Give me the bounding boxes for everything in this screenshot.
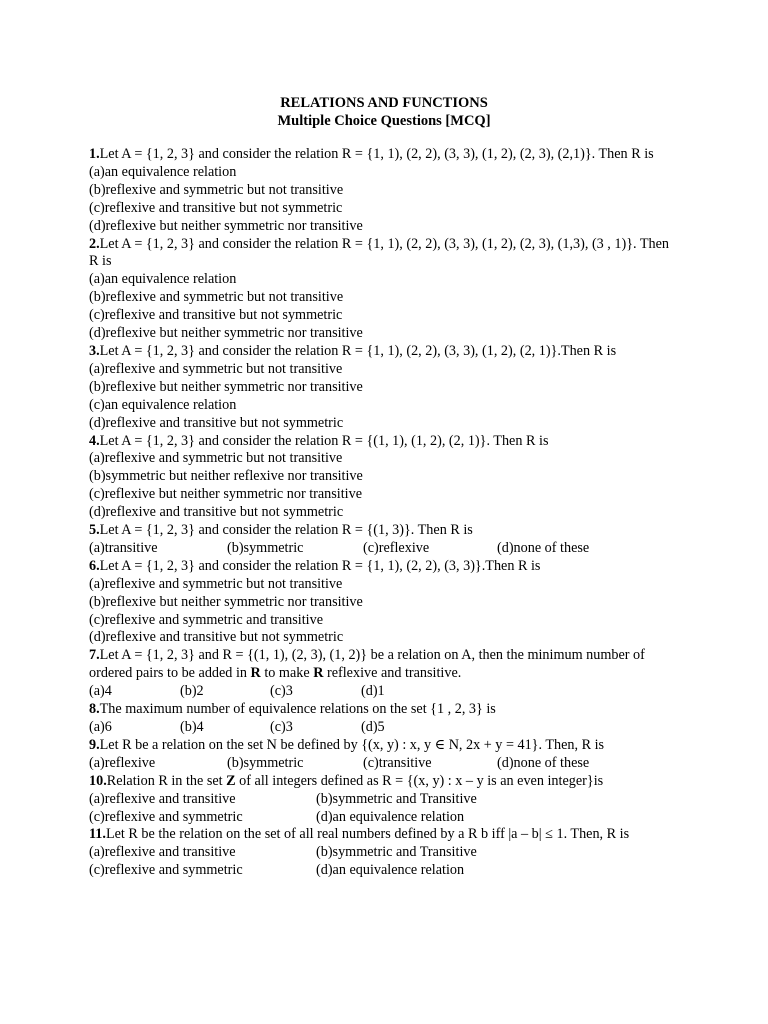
option-d: (d)an equivalence relation	[316, 808, 465, 825]
question-text	[89, 773, 679, 791]
option-row	[89, 862, 679, 880]
option-a: (a)6	[89, 719, 112, 735]
question-number: 1.	[89, 146, 100, 162]
option-d: (d)none of these	[497, 754, 590, 771]
option-c: (c)3	[270, 719, 293, 735]
option-row	[89, 683, 679, 701]
question-stem-part: to make	[260, 665, 314, 682]
question-stem: Let A = {1, 2, 3} and consider the relation R = {(1, 1), (1, 2), (2, 1)}. Then R is	[99, 432, 549, 449]
document-subtitle: Multiple Choice Questions [MCQ]	[277, 113, 491, 129]
question-number: 4.	[89, 432, 100, 449]
question-stem: Let A = {1, 2, 3} and consider the relation R = {1, 1), (2, 2), (3, 3)}.Then R is	[99, 557, 541, 574]
question-10	[89, 773, 679, 827]
question-7	[89, 647, 679, 701]
question-6	[89, 558, 679, 648]
option-a: (a)an equivalence relation	[89, 163, 237, 180]
option-a: (a)transitive	[89, 539, 158, 556]
option-row	[89, 791, 679, 809]
option-d: (d)1	[361, 683, 385, 700]
question-stem: Let R be the relation on the set of all real numbers defined by a R b iff |a – b| ≤ 1. Then, R is	[105, 826, 630, 843]
question-stem: Let A = {1, 2, 3} and consider the relation R = {(1, 3)}. Then R is	[99, 522, 473, 539]
question-list	[89, 146, 679, 880]
option-row	[89, 844, 679, 862]
question-number: 11.	[89, 826, 106, 843]
question-text	[89, 647, 679, 683]
question-stem: Let A = {1, 2, 3} and consider the relation R = {1, 1), (2, 2), (3, 3), (1, 2), (2, 3), (1,3), (3 , 1)}. Then R is	[89, 235, 670, 270]
question-text	[89, 558, 679, 576]
question-4	[89, 433, 679, 523]
document-title: RELATIONS AND FUNCTIONS	[280, 95, 488, 111]
option-b: (b)4	[180, 719, 204, 735]
option-b: (b)reflexive but neither symmetric nor transitive	[89, 378, 363, 395]
question-stem: Let R be a relation on the set N be defined by {(x, y) : x, y ∈ N, 2x + y = 41}. Then, R is	[99, 736, 605, 753]
option-d: (d)an equivalence relation	[316, 862, 465, 879]
question-text	[89, 343, 679, 361]
question-stem-part: Relation R in the set	[106, 772, 227, 789]
question-text	[89, 701, 679, 719]
option-d: (d)none of these	[497, 539, 590, 556]
option-b: (b)2	[180, 683, 204, 700]
question-number: 7.	[89, 647, 100, 664]
question-text	[89, 522, 679, 540]
option-c: (c)reflexive and symmetric	[89, 808, 243, 825]
bold-symbol: Z	[226, 772, 236, 789]
option-d: (d)reflexive but neither symmetric nor transitive	[89, 217, 363, 234]
bold-symbol: R	[250, 665, 261, 682]
question-number: 5.	[89, 522, 100, 539]
question-stem-part: of all integers defined as R = {(x, y) : x – y is an even integer}is	[235, 772, 604, 789]
question-8	[89, 701, 679, 737]
option-c: (c)3	[270, 683, 293, 700]
question-5	[89, 522, 679, 558]
option-a: (a)reflexive and symmetric but not transitive	[89, 450, 343, 467]
option-c: (c)transitive	[363, 754, 432, 771]
question-stem-part: reflexive and transitive.	[323, 665, 462, 682]
option-b: (b)symmetric	[227, 754, 304, 771]
option-a: (a)4	[89, 683, 112, 700]
question-text	[89, 433, 679, 451]
option-d: (d)reflexive and transitive but not symmetric	[89, 414, 344, 431]
question-stem: The maximum number of equivalence relations on the set {1 , 2, 3} is	[99, 701, 496, 718]
question-number: 2.	[89, 235, 100, 252]
option-c: (c)reflexive and transitive but not symmetric	[89, 199, 343, 216]
option-c: (c)reflexive and symmetric	[89, 862, 243, 879]
option-b: (b)symmetric but neither reflexive nor transitive	[89, 468, 363, 485]
question-2	[89, 236, 679, 343]
option-a: (a)reflexive and transitive	[89, 844, 236, 861]
question-3	[89, 343, 679, 433]
question-number: 9.	[89, 736, 100, 753]
question-number: 10.	[89, 772, 107, 789]
option-b: (b)reflexive and symmetric but not transitive	[89, 289, 344, 306]
question-text	[89, 826, 679, 844]
question-9	[89, 737, 679, 773]
question-1	[89, 146, 679, 236]
question-number: 8.	[89, 701, 100, 718]
option-b: (b)symmetric and Transitive	[316, 844, 477, 861]
option-c: (c)reflexive and symmetric and transitive	[89, 611, 323, 628]
question-text	[89, 146, 679, 164]
question-text	[89, 737, 679, 755]
option-d: (d)reflexive but neither symmetric nor transitive	[89, 325, 363, 342]
option-b: (b)symmetric and Transitive	[316, 790, 477, 807]
option-c: (c)reflexive and transitive but not symmetric	[89, 307, 343, 324]
question-stem-part: Let A = {1, 2, 3} and R = {(1, 1), (2, 3), (1, 2)} be a relation on A, then the minimum number of ordered pairs to be added in	[89, 647, 645, 682]
option-d: (d)reflexive and transitive but not symmetric	[89, 629, 344, 646]
option-a: (a)an equivalence relation	[89, 271, 237, 288]
question-number: 3.	[89, 342, 100, 359]
option-d: (d)reflexive and transitive but not symmetric	[89, 504, 344, 521]
option-row	[89, 809, 679, 827]
option-b: (b)symmetric	[227, 539, 304, 556]
option-c: (c)reflexive	[363, 539, 430, 556]
option-a: (a)reflexive and symmetric but not transitive	[89, 575, 343, 592]
question-11	[89, 826, 679, 880]
option-row	[89, 540, 679, 558]
question-number: 6.	[89, 557, 100, 574]
option-b: (b)reflexive but neither symmetric nor transitive	[89, 593, 363, 610]
option-a: (a)reflexive	[89, 754, 156, 771]
option-b: (b)reflexive and symmetric but not transitive	[89, 181, 344, 198]
option-a: (a)reflexive and transitive	[89, 790, 236, 807]
option-a: (a)reflexive and symmetric but not transitive	[89, 360, 343, 377]
option-c: (c)an equivalence relation	[89, 396, 237, 413]
option-row	[89, 719, 679, 737]
option-c: (c)reflexive but neither symmetric nor transitive	[89, 486, 363, 503]
question-stem: Let A = {1, 2, 3} and consider the relation R = {1, 1), (2, 2), (3, 3), (1, 2), (2, 1)}.Then R is	[99, 342, 617, 359]
option-d: (d)5	[361, 719, 385, 735]
option-row	[89, 755, 679, 773]
question-stem: Let A = {1, 2, 3} and consider the relation R = {1, 1), (2, 2), (3, 3), (1, 2), (2, 3), (2,1)}. Then R is	[99, 146, 654, 162]
bold-symbol: R	[313, 665, 324, 682]
question-text	[89, 236, 679, 272]
